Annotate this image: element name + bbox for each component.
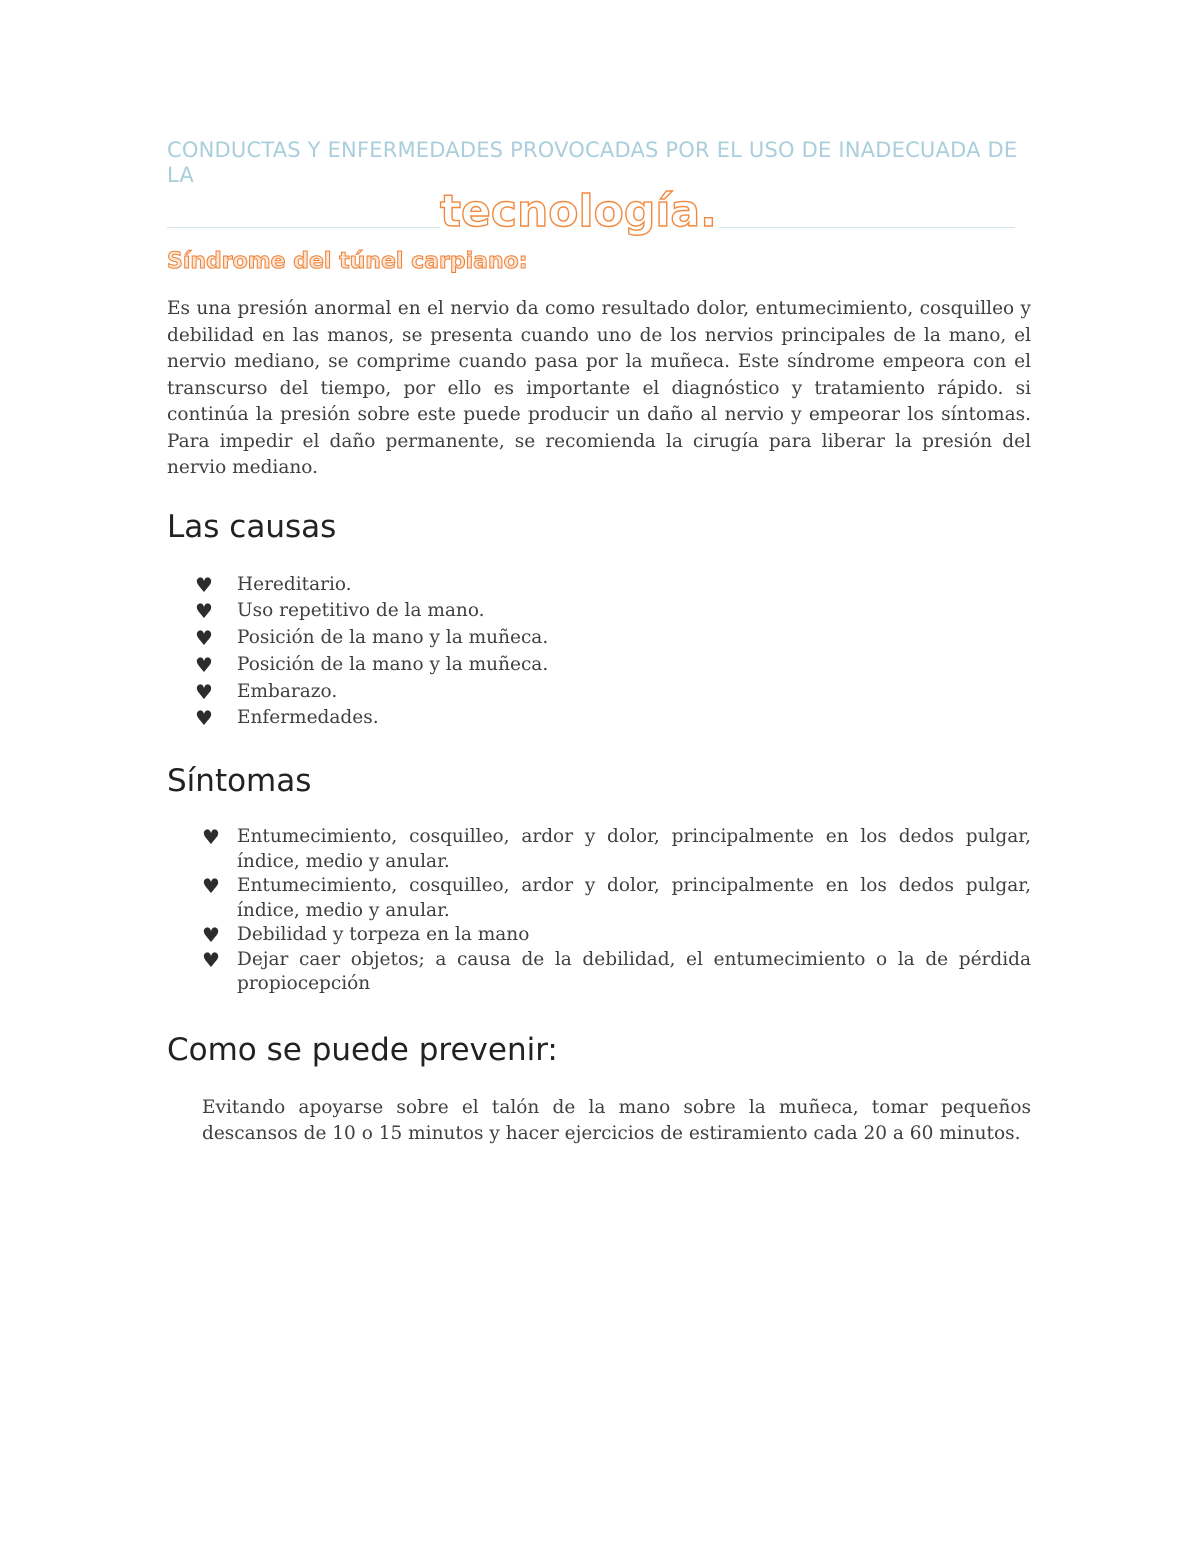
list-item (167, 705, 1031, 732)
list-item-text: Debilidad y torpeza en la mano (237, 924, 530, 946)
heart-icon: ♥ (195, 706, 213, 731)
causas-heading: Las causas (167, 508, 337, 545)
heart-icon: ♥ (195, 626, 213, 651)
list-item-text: Posición de la mano y la muñeca. (237, 627, 549, 649)
list-item (167, 652, 1031, 679)
list-item-text: Uso repetitivo de la mano. (237, 600, 485, 622)
heart-icon: ♥ (202, 923, 220, 948)
list-item (167, 679, 1031, 706)
title-highlight-word: tecnología. (440, 184, 719, 240)
document-page (167, 138, 1031, 1148)
list-item-text: Enfermedades. (237, 707, 379, 729)
sintomas-heading: Síntomas (167, 763, 312, 800)
intro-paragraph: Es una presión anormal en el nervio da como resultado dolor, entumecimiento, cosquilleo y debilidad en las manos, se presenta cuando uno de los nervios principales de la mano, el nervio mediano, se comprime cuando pasa por la muñeca. Este síndrome empeora con el transcurso del tiempo, por ello es importante el diagnóstico y tratamiento rápido. si continúa la presión sobre este puede producir un daño al nervio y empeorar los síntomas. Para impedir el daño permanente, se recomienda la cirugía para liberar la presión del nervio mediano. (167, 298, 1031, 478)
heart-icon: ♥ (195, 572, 213, 597)
list-item-text: Entumecimiento, cosquilleo, ardor y dolor, principalmente en los dedos pulgar, índice, medio y anular. (237, 826, 1031, 872)
sintomas-list (167, 825, 1031, 997)
list-item (167, 572, 1031, 599)
prevenir-heading: Como se puede prevenir: (167, 1031, 558, 1068)
causas-list (167, 572, 1031, 733)
list-item-text: Posición de la mano y la muñeca. (237, 653, 549, 675)
list-item-text: Dejar caer objetos; a causa de la debilidad, el entumecimiento o la de pérdida propiocepción (237, 948, 1031, 995)
list-item (167, 625, 1031, 652)
list-item-text: Hereditario. (237, 573, 352, 595)
heart-icon: ♥ (195, 599, 213, 624)
list-item (167, 948, 1031, 997)
prevenir-paragraph: Evitando apoyarse sobre el talón de la mano sobre la muñeca, tomar pequeños descansos de 10 o 15 minutos y hacer ejercicios de estiramiento cada 20 a 60 minutos. (202, 1096, 1031, 1145)
list-item-text: Embarazo. (237, 680, 338, 702)
heart-icon: ♥ (202, 947, 220, 972)
heart-icon: ♥ (202, 874, 220, 899)
list-item (167, 874, 1031, 923)
list-item (167, 923, 1031, 948)
heart-icon: ♥ (195, 679, 213, 704)
title-word-row (167, 188, 1031, 244)
list-item (167, 598, 1031, 625)
document-title: CONDUCTAS Y ENFERMEDADES PROVOCADAS POR EL USO DE INADECUADA DE LA (167, 138, 1018, 187)
heart-icon: ♥ (195, 652, 213, 677)
list-item-text: Entumecimiento, cosquilleo, ardor y dolor, principalmente en los dedos pulgar, índice, medio y anular. (237, 875, 1031, 921)
section-heading: Síndrome del túnel carpiano: (167, 249, 528, 274)
heart-icon: ♥ (202, 825, 220, 850)
list-item (167, 825, 1031, 874)
